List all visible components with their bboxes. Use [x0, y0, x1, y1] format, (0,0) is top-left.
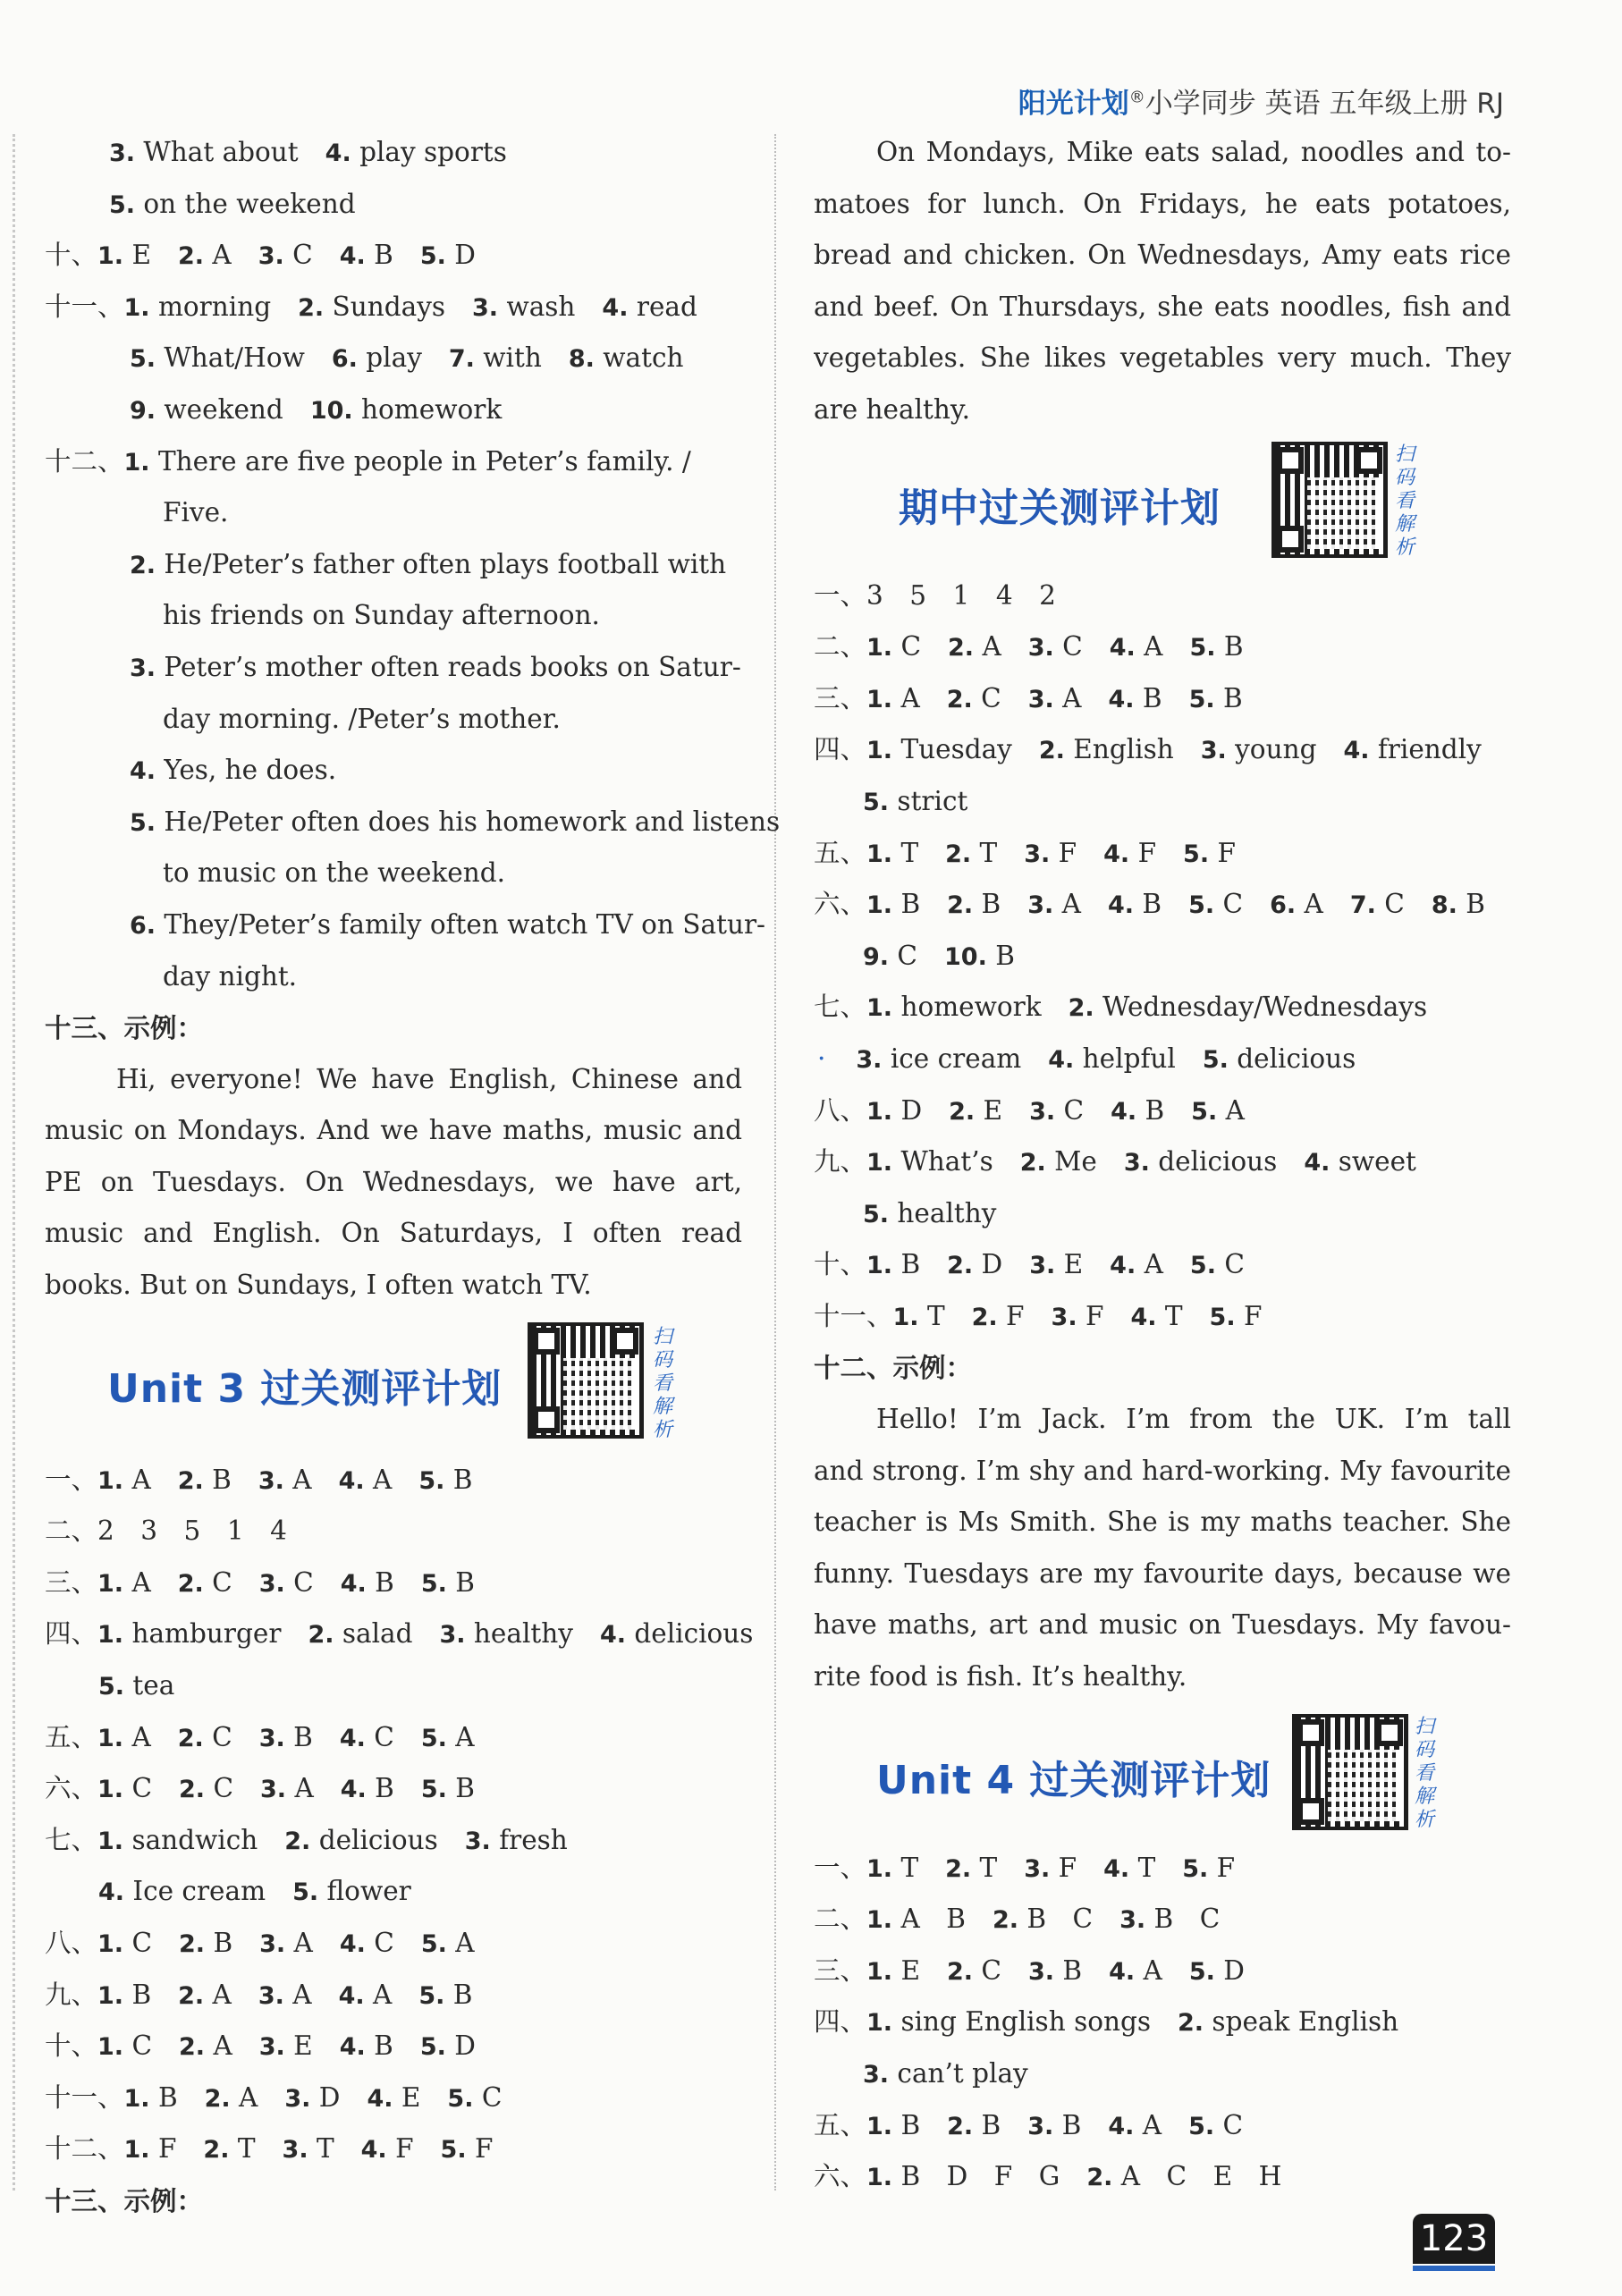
paragraph-line: music on Mondays. And we have maths, music and — [45, 1115, 742, 1146]
section-label: 十三、示例： — [45, 1012, 204, 1044]
answer-line: day morning. /Peter’s mother. — [163, 703, 561, 734]
paragraph-line: are healthy. — [814, 393, 970, 425]
answer-row: 十一、1. T 2. F 3. F 4. T 5. F — [814, 1300, 1263, 1331]
answer-line: his friends on Sunday afternoon. — [163, 600, 600, 631]
answer-row: 八、1. C 2. B 3. A 4. C 5. A — [45, 1928, 475, 1958]
answer-row: 9. weekend 10. homework — [130, 393, 503, 425]
answer-row: 一、1. A 2. B 3. A 4. A 5. B — [45, 1464, 473, 1495]
page-header — [1018, 80, 1504, 121]
answer-row: 十、1. C 2. A 3. E 4. B 5. D — [45, 2030, 476, 2062]
answer-row: 三、1. A 2. C 3. C 4. B 5. B — [45, 1566, 475, 1598]
paragraph-line: On Mondays, Mike eats salad, noodles and to- — [876, 137, 1511, 167]
answer-row: 九、1. What’s 2. Me 3. delicious 4. sweet — [814, 1146, 1416, 1178]
answer-row: 二、2 3 5 1 4 — [45, 1515, 287, 1547]
book-info: 小学同步 英语 五年级上册 RJ — [1145, 88, 1504, 120]
answer-row: 三、1. E 2. C 3. B 4. A 5. D — [814, 1954, 1245, 1986]
qr-code-icon[interactable] — [1292, 1714, 1408, 1830]
answer-row: 五、1. T 2. T 3. F 4. F 5. F — [814, 837, 1236, 868]
answer-row: 9. C 10. B — [863, 940, 1015, 971]
answer-row: 七、1. homework 2. Wednesday/Wednesdays — [814, 992, 1428, 1023]
section-label: 十三、示例： — [45, 2184, 204, 2216]
answer-row: 3. can’t play — [863, 2058, 1028, 2089]
answer-row: 4. Ice cream 5. flower — [98, 1876, 411, 1907]
section-label: 十二、示例： — [814, 1352, 973, 1384]
answer-line: 3. What about 4. play sports — [109, 137, 507, 167]
answer-row: 十一、1. B 2. A 3. D 4. E 5. C — [45, 2081, 503, 2113]
answer-line: day night. — [163, 960, 298, 992]
answer-row: 二、1. A B 2. B C 3. B C — [814, 1903, 1221, 1935]
answer-row: 四、1. Tuesday 2. English 3. young 4. friendly — [814, 734, 1482, 765]
answer-row: 四、1. sing English songs 2. speak English — [814, 2006, 1399, 2038]
column-divider — [774, 134, 776, 2190]
paragraph-line: PE on Tuesdays. On Wednesdays, we have art, — [45, 1166, 742, 1197]
answer-row: 六、1. C 2. C 3. A 4. B 5. B — [45, 1773, 475, 1804]
midterm-title-row — [814, 436, 1511, 570]
paragraph-line: funny. Tuesdays are my favourite days, because we — [814, 1557, 1511, 1589]
answer-row: 一、1. T 2. T 3. F 4. T 5. F — [814, 1852, 1236, 1883]
paragraph-line: music and English. On Saturdays, I often read — [45, 1218, 742, 1249]
page-number: 123 — [1413, 2214, 1495, 2264]
left-column — [45, 127, 781, 2227]
answer-row: 五、1. B 2. B 3. B 4. A 5. C — [814, 2109, 1244, 2140]
answer-row: 十一、1. morning 2. Sundays 3. wash 4. read — [45, 291, 697, 322]
margin-dots — [13, 134, 15, 2190]
right-column — [814, 127, 1511, 2203]
paragraph-line: Hello! I’m Jack. I’m from the UK. I’m tall — [876, 1404, 1511, 1435]
unit4-title-row — [814, 1703, 1511, 1843]
paragraph-line: rite food is fish. It’s healthy. — [814, 1661, 1187, 1692]
answer-line: to music on the weekend. — [163, 857, 506, 889]
unit3-title: Unit 3 过关测评计划 — [107, 1365, 503, 1412]
qr-code-icon[interactable] — [1271, 442, 1388, 558]
answer-row: · 3. ice cream 4. helpful 5. delicious — [817, 1042, 1356, 1074]
qr-code-icon[interactable] — [528, 1322, 644, 1439]
answer-row: 七、1. sandwich 2. delicious 3. fresh — [45, 1824, 568, 1855]
brand-name: 阳光计划 — [1018, 88, 1129, 120]
dot-mark: · — [817, 1042, 826, 1074]
page-number-bar — [1413, 2266, 1495, 2271]
answer-row: 5. strict — [863, 785, 968, 816]
registered-mark: ® — [1128, 88, 1145, 107]
qr-label: 扫码看解析 — [653, 1325, 673, 1441]
answer-row: 八、1. D 2. E 3. C 4. B 5. A — [814, 1094, 1245, 1126]
paragraph-line: and beef. On Thursdays, she eats noodles, fish and — [814, 291, 1511, 322]
paragraph-line: Hi, everyone! We have English, Chinese and — [116, 1063, 742, 1094]
answer-row: 五、1. A 2. C 3. B 4. C 5. A — [45, 1721, 475, 1752]
answer-row: 十二、1. There are five people in Peter’s family. / — [45, 445, 691, 477]
answer-row: 十、1. E 2. A 3. C 4. B 5. D — [45, 240, 476, 271]
answer-row: 十、1. B 2. D 3. E 4. A 5. C — [814, 1249, 1245, 1280]
paragraph-line: matoes for lunch. On Fridays, he eats potatoes, — [814, 188, 1511, 219]
paragraph-line: bread and chicken. On Wednesdays, Amy eats rice — [814, 240, 1511, 271]
answer-line: 4. Yes, he does. — [130, 755, 337, 786]
answer-row: 5. What/How 6. play 7. with 8. watch — [130, 342, 684, 374]
answer-line: 6. They/Peter’s family often watch TV on Satur- — [130, 908, 766, 940]
midterm-title: 期中过关测评计划 — [899, 485, 1221, 531]
unit4-title: Unit 4 过关测评计划 — [876, 1757, 1271, 1803]
answer-row: 二、1. C 2. A 3. C 4. A 5. B — [814, 631, 1244, 663]
paragraph-line: books. But on Sundays, I often watch TV. — [45, 1270, 592, 1301]
answer-line: 2. He/Peter’s father often plays football with — [130, 548, 727, 579]
unit3-title-row — [45, 1312, 742, 1455]
paragraph-line: vegetables. She likes vegetables very much. They — [814, 342, 1511, 374]
answer-row: 六、1. B D F G 2. A C E H — [814, 2161, 1282, 2192]
answer-row: 六、1. B 2. B 3. A 4. B 5. C 6. A 7. C 8. B — [814, 889, 1485, 920]
answer-line: 5. He/Peter often does his homework and listens — [130, 806, 781, 837]
qr-label: 扫码看解析 — [1395, 443, 1415, 559]
answer-line: Five. — [163, 497, 229, 528]
answer-row: 十二、1. F 2. T 3. T 4. F 5. F — [45, 2133, 494, 2165]
qr-label: 扫码看解析 — [1415, 1715, 1435, 1831]
answer-line: 5. on the weekend — [109, 188, 356, 219]
paragraph-line: teacher is Ms Smith. She is my maths teacher. She — [814, 1507, 1511, 1538]
answer-line: 3. Peter’s mother often reads books on Satur- — [130, 651, 741, 682]
answer-row: 三、1. A 2. C 3. A 4. B 5. B — [814, 682, 1243, 713]
answer-row: 5. healthy — [863, 1197, 997, 1228]
answer-row: 5. tea — [98, 1670, 175, 1701]
answer-row: 一、3 5 1 4 2 — [814, 579, 1056, 611]
paragraph-line: have maths, art and music on Tuesdays. My favou- — [814, 1609, 1511, 1641]
answer-row: 九、1. B 2. A 3. A 4. A 5. B — [45, 1979, 473, 2010]
answer-row: 四、1. hamburger 2. salad 3. healthy 4. delicious — [45, 1618, 754, 1650]
paragraph-line: and strong. I’m shy and hard-working. My favourite — [814, 1455, 1511, 1486]
